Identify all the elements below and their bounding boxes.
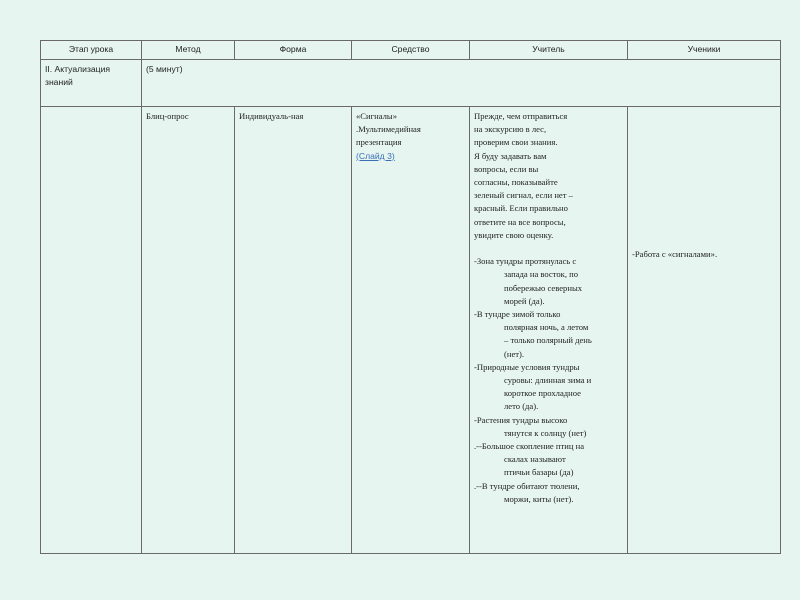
teacher-intro — [474, 110, 623, 242]
question-first-line: .--В тундре обитают тюлени, — [474, 480, 580, 491]
question-line: морей (да). — [504, 295, 545, 306]
stage-line: знаний — [45, 77, 73, 88]
lesson-plan-table — [40, 40, 781, 554]
question-first-line: -В тундре зимой только — [474, 309, 561, 320]
method-cell: Блиц-опрос — [142, 107, 235, 554]
empty-stage-cell — [41, 107, 142, 554]
stage-cell — [41, 60, 142, 107]
question-line: – только полярный день — [504, 335, 592, 346]
teacher-line: проверим свои знания. — [474, 137, 558, 148]
duration-cell: (5 минут) — [142, 60, 781, 107]
teacher-line: зеленый сигнал, если нет – — [474, 190, 573, 201]
teacher-line: Я буду задавать вам — [474, 150, 547, 161]
question-line: моржи, киты (нет). — [504, 493, 574, 504]
teacher-line: увидите свою оценку. — [474, 229, 554, 240]
question-line: тянутся к солнцу (нет) — [504, 427, 587, 438]
teacher-line: красный. Если правильно — [474, 203, 568, 214]
question-line: лето (да). — [504, 401, 539, 412]
teacher-line: на экскурсию в лес, — [474, 124, 547, 135]
teacher-line: вопросы, если вы — [474, 163, 539, 174]
stage-line: II. Актуализация — [45, 64, 111, 74]
header-teacher: Учитель — [470, 41, 628, 60]
form-cell: Индивидуаль-ная — [235, 107, 352, 554]
header-row — [41, 41, 781, 60]
question-line: запада на восток, по — [504, 269, 579, 280]
header-means: Средство — [352, 41, 470, 60]
teacher-line: Прежде, чем отправиться — [474, 111, 568, 121]
header-method: Метод — [142, 41, 235, 60]
header-form: Форма — [235, 41, 352, 60]
header-stage: Этап урока — [41, 41, 142, 60]
questions-list — [474, 255, 623, 506]
means-line: презентация — [356, 137, 402, 148]
question-first-line: .--Большое скопление птиц на — [474, 441, 585, 452]
question-line: короткое прохладное — [504, 388, 581, 399]
question-first-line: -Зона тундры протянулась с — [474, 256, 577, 267]
stage-row — [41, 60, 781, 107]
pupils-cell — [628, 107, 781, 554]
question-line: суровы: длинная зима и — [504, 375, 592, 386]
teacher-line: согласны, показывайте — [474, 177, 558, 188]
teacher-line: ответите на все вопросы, — [474, 216, 566, 227]
question-line: полярная ночь, а летом — [504, 322, 589, 333]
means-cell — [352, 107, 470, 554]
activity-row — [41, 107, 781, 554]
slide-link[interactable]: (Слайд 3) — [356, 150, 395, 161]
question-first-line: -Природные условия тундры — [474, 361, 580, 372]
pupils-activity: -Работа с «сигналами». — [632, 249, 718, 259]
header-pupils: Ученики — [628, 41, 781, 60]
question-line: (нет). — [504, 348, 525, 359]
question-line: побережью северных — [504, 282, 583, 293]
teacher-cell — [470, 107, 628, 554]
question-first-line: -Растения тундры высоко — [474, 414, 568, 425]
means-line: «Сигналы» — [356, 111, 398, 121]
question-line: птичьи базары (да) — [504, 467, 574, 478]
means-line: .Мультимедийная — [356, 124, 421, 135]
question-line: скалах называют — [504, 454, 566, 465]
